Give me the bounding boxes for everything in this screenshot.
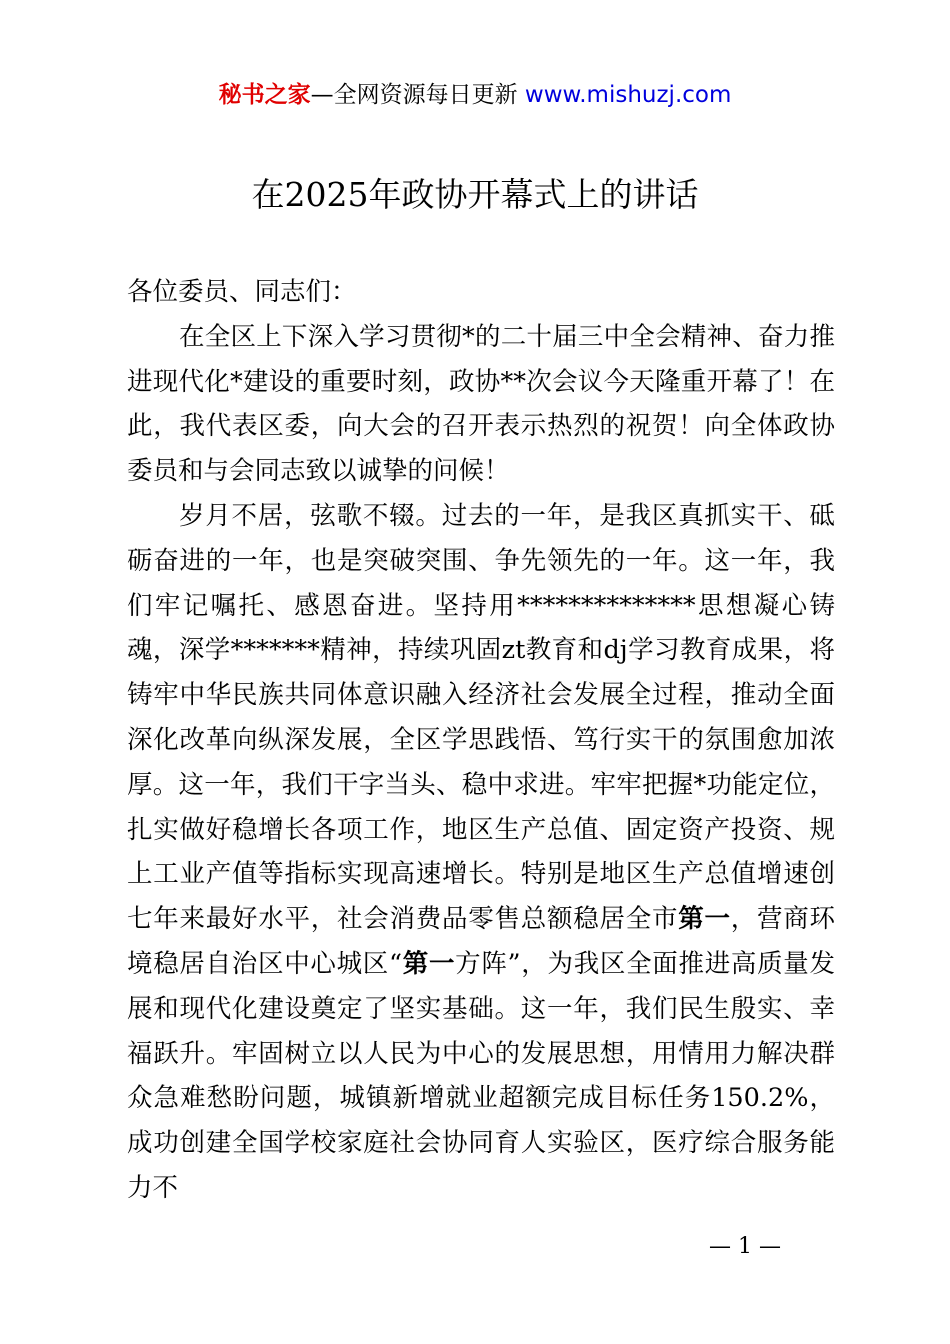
paragraph-2-text-a: 岁月不居，弦歌不辍。过去的一年，是我区真抓实干、砥砺奋进的一年，也是突破突围、争先领先的一年。这一年，我们牢记嘱托、感恩奋进。坚持用**************思想凝心铸魂，深学*******精神，持续巩固zt教育和dj学习教育成果，将铸牢中华民族共同体意识融入经济社会发展全过程，推动全面深化改革向纵深发展，全区学思践悟、笃行实干的氛围愈加浓厚。这一年，我们干字当头、稳中求进。牢牢把握*功能定位，扎实做好稳增长各项工作，地区生产总值、固定资产投资、规上工业产值等指标实现高速增长。特别是地区生产总值增速创七年来最好水平，社会消费品零售总额稳居全市: [127, 500, 835, 935]
site-header: [0, 78, 950, 112]
paragraph-2: [127, 494, 835, 1211]
salutation: 各位委员、同志们：: [127, 277, 357, 307]
paragraph-2-text-b: ，营商环境稳居自治区中心城区“: [127, 904, 835, 979]
site-slogan: —全网资源每日更新: [310, 82, 518, 108]
paragraph-2-bold-b: 第一: [402, 948, 456, 979]
paragraph-1: 在全区上下深入学习贯彻*的二十届三中全会精神、奋力推进现代化*建设的重要时刻，政协**次会议今天隆重开幕了！在此，我代表区委，向大会的召开表示热烈的祝贺！向全体政协委员和与会同志致以诚挚的问候！: [127, 321, 835, 487]
site-url[interactable]: www.mishuzj.com: [524, 82, 732, 108]
paragraph-2-bold-a: 第一: [678, 904, 731, 935]
page-number: — 1 —: [709, 1234, 781, 1259]
site-brand: 秘书之家: [218, 82, 311, 108]
document-title: 在2025年政协开幕式上的讲话: [251, 175, 699, 214]
paragraph-2-text-c: 方阵”，为我区全面推进高质量发展和现代化建设奠定了坚实基础。这一年，我们民生殷实、幸福跃升。牢固树立以人民为中心的发展思想，用情用力解决群众急难愁盼问题，城镇新增就业超额完成目标任务150.2%，成功创建全国学校家庭社会协同育人实验区，医疗综合服务能力不: [127, 948, 835, 1203]
document-body: [127, 270, 835, 1211]
